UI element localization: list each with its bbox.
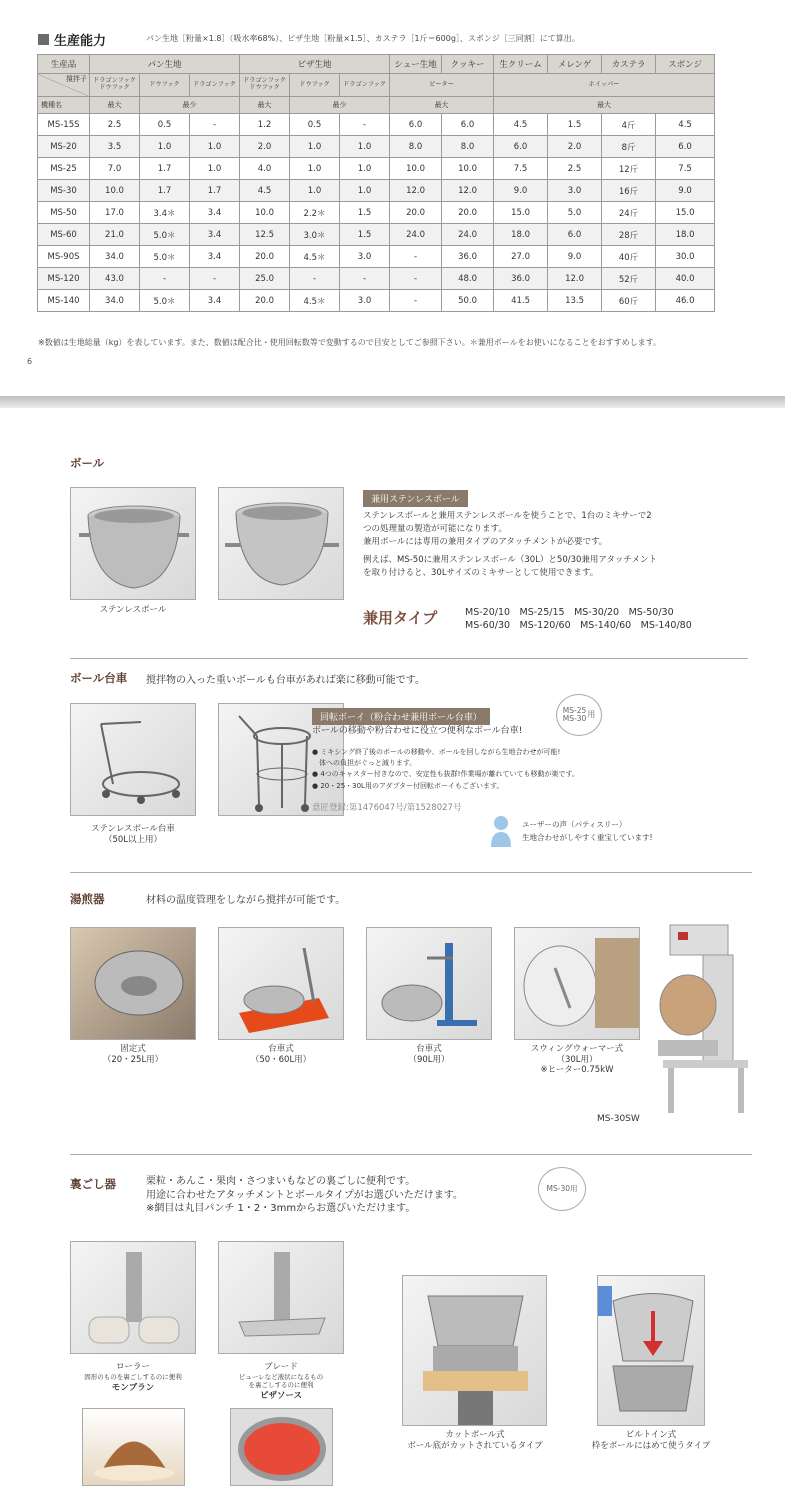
bullet-line: ● 4つのキャスター付きなので、安定性も抜群!作業場が離れていても移動が楽です。	[312, 770, 579, 779]
value-cell: 7.0	[90, 158, 140, 180]
value-cell: 4.0	[240, 158, 290, 180]
strainer-heading: 裏ごし器	[70, 1177, 116, 1191]
bullet-line: ● 20・25・30L用のアダプター付回転ボーイもございます。	[312, 781, 504, 790]
value-cell: 2.5	[548, 158, 602, 180]
user-icon	[490, 815, 512, 851]
value-cell: 8.0	[442, 136, 494, 158]
value-cell: 7.5	[656, 158, 715, 180]
bowl-illustration	[71, 488, 196, 600]
roller-food: モンブラン	[111, 1382, 155, 1393]
rotating-boy-tag: 回転ボーイ（粉合わせ兼用ボール台車）	[312, 708, 490, 725]
value-cell: 1.7	[190, 180, 240, 202]
value-cell: 3.4＊	[140, 202, 190, 224]
roller-caption	[60, 1362, 206, 1393]
value-cell: 7.5	[494, 158, 548, 180]
mixer-illustration	[648, 920, 756, 1120]
combo-type-models	[465, 606, 692, 633]
value-cell: 6.0	[494, 136, 548, 158]
square-icon	[38, 34, 49, 45]
value-cell: 24.0	[442, 224, 494, 246]
value-cell: 1.0	[140, 136, 190, 158]
value-cell: 0.5	[140, 114, 190, 136]
value-cell: 5.0	[548, 202, 602, 224]
bowl-cart-caption	[70, 824, 196, 845]
value-cell: 2.2＊	[290, 202, 340, 224]
text-line: つの処理量の製造が可能になります。	[363, 524, 507, 535]
circle-line: MS-30	[562, 714, 587, 723]
text-line: を取り付けると、30Lサイズのミキサーとして使用できます。	[363, 567, 599, 578]
user-voice	[522, 819, 653, 845]
desc-line: 用途に合わせたアタッチメントとボールタイプがお選びいただけます。	[146, 1189, 463, 1201]
table-row	[38, 268, 715, 290]
warmer-heading: 湯煎器	[70, 892, 105, 906]
caption-line: 台車式	[416, 1044, 442, 1054]
model-cell: MS-20	[38, 136, 90, 158]
model-cell: MS-25	[38, 158, 90, 180]
value-cell: 5.0＊	[140, 224, 190, 246]
value-cell: 3.4	[190, 290, 240, 312]
header-cell: 最少	[290, 97, 390, 114]
built-in-illustration	[598, 1276, 705, 1426]
value-cell: 1.0	[190, 136, 240, 158]
page-separator	[0, 396, 785, 408]
value-cell: 5.0＊	[140, 290, 190, 312]
header-cell: メレンゲ	[548, 55, 602, 74]
value-cell: 46.0	[656, 290, 715, 312]
value-cell: 1.0	[190, 158, 240, 180]
food-illustration	[231, 1409, 333, 1486]
blade-sub: ピューレなど液状になるもの	[238, 1372, 324, 1381]
header-cell: スポンジ	[656, 55, 715, 74]
blade-food: ピザソース	[260, 1390, 302, 1401]
warmer-illustration	[515, 928, 640, 1040]
value-cell: 2.5	[90, 114, 140, 136]
value-cell: 6.0	[442, 114, 494, 136]
page-number: 6	[27, 357, 33, 366]
header-cell: ドウフック	[290, 74, 340, 97]
bullet-line: ● ミキシング終了後のボールの移動や、ボールを回しながら生地合わせが可能!	[312, 748, 561, 756]
value-cell: 12.5	[240, 224, 290, 246]
header-row-stirrer	[38, 74, 715, 97]
value-cell: 20.0	[240, 290, 290, 312]
design-registration: 意匠登録:第1476047号/第1528027号	[312, 803, 462, 813]
value-cell: 1.0	[340, 180, 390, 202]
header-cell: クッキー	[442, 55, 494, 74]
value-cell: 12.0	[442, 180, 494, 202]
blade-title: ブレード	[264, 1362, 298, 1372]
models-line: MS-60/30 MS-120/60 MS-140/60 MS-140/80	[465, 620, 692, 632]
value-cell: 3.4	[190, 202, 240, 224]
rotating-boy-lead: ボールの移動や粉合わせに役立つ便利なボール台車!	[312, 726, 523, 736]
value-cell: 5.0＊	[140, 246, 190, 268]
value-cell: 1.7	[140, 180, 190, 202]
warmer-desc: 材料の温度管理をしながら撹拌が可能です。	[146, 895, 346, 906]
value-cell: 1.5	[340, 202, 390, 224]
value-cell: -	[190, 114, 240, 136]
value-cell: 3.4	[190, 224, 240, 246]
warmer-caption-4	[514, 1044, 640, 1076]
caption-line: （50・60L用）	[250, 1054, 312, 1065]
warmer-illustration	[219, 928, 344, 1040]
divider	[70, 1154, 752, 1155]
value-cell: 4.5	[494, 114, 548, 136]
value-cell: 27.0	[494, 246, 548, 268]
value-cell: 1.2	[240, 114, 290, 136]
header-cell: 最大	[390, 97, 494, 114]
value-cell: -	[390, 290, 442, 312]
desc-line: ※網目は丸目パンチ 1・2・3mmからお選びいただけます。	[146, 1203, 416, 1214]
value-cell: 4.5＊	[290, 246, 340, 268]
roller-title: ローラー	[115, 1362, 150, 1372]
value-cell: 4斤	[602, 114, 656, 136]
cart-warmer-50-photo	[218, 927, 344, 1040]
caption-line: （90L用）	[408, 1054, 450, 1065]
warmer-caption-3	[366, 1044, 492, 1065]
table-row	[38, 246, 715, 268]
value-cell: 34.0	[90, 290, 140, 312]
value-cell: 24.0	[390, 224, 442, 246]
header-cell: 最大	[90, 97, 140, 114]
production-title-text: 生産能力	[54, 34, 107, 49]
value-cell: 20.0	[240, 246, 290, 268]
value-cell: 6.0	[656, 136, 715, 158]
value-cell: 10.0	[442, 158, 494, 180]
value-cell: 43.0	[90, 268, 140, 290]
built-in-photo	[597, 1275, 705, 1426]
header-cell: ドウフック	[140, 74, 190, 97]
header-cell: ドラゴンフック ドウフック	[240, 74, 290, 97]
value-cell: 60斤	[602, 290, 656, 312]
roller-illustration	[71, 1242, 196, 1354]
roller-photo	[70, 1241, 196, 1354]
value-cell: 3.0＊	[290, 224, 340, 246]
value-cell: 2.0	[240, 136, 290, 158]
table-footnote: ※数値は生地総量（kg）を表しています。また、数値は配合比・使用回転数等で変動するので目安としてご参照下さい。＊兼用ボールをお使いになることをおすすめします。	[38, 338, 662, 347]
value-cell: 17.0	[90, 202, 140, 224]
header-cell: 最少	[140, 97, 240, 114]
strainer-desc	[146, 1175, 463, 1216]
blade-photo	[218, 1241, 344, 1354]
voice-text: 生地合わせがしやすく重宝しています!	[522, 832, 653, 842]
rotating-boy-bullets	[312, 747, 642, 792]
value-cell: 12.0	[390, 180, 442, 202]
value-cell: 41.5	[494, 290, 548, 312]
model-cell: MS-140	[38, 290, 90, 312]
cut-bowl-illustration	[403, 1276, 547, 1426]
header-cell: ドラゴンフック	[190, 74, 240, 97]
value-cell: 24斤	[602, 202, 656, 224]
value-cell: 10.0	[90, 180, 140, 202]
value-cell: 16斤	[602, 180, 656, 202]
combo-type-label: 兼用タイプ	[363, 609, 438, 627]
caption-line: ※ヒーター0.75kW	[540, 1065, 614, 1076]
header-cell: 最大	[240, 97, 290, 114]
value-cell: 50.0	[442, 290, 494, 312]
value-cell: 1.0	[290, 158, 340, 180]
circle-text	[563, 707, 586, 724]
value-cell: 1.0	[290, 180, 340, 202]
caption-line: 台車式	[268, 1044, 294, 1054]
cut-bowl-caption	[390, 1430, 560, 1451]
warmer-illustration	[71, 928, 196, 1040]
header-cell: ホイッパー	[494, 74, 715, 97]
ms-30sw-mixer-photo	[648, 920, 756, 1120]
diagonal-header-cell	[38, 74, 90, 97]
value-cell: 8.0	[390, 136, 442, 158]
table-row	[38, 136, 715, 158]
value-cell: 13.5	[548, 290, 602, 312]
stainless-bowl-photo	[70, 487, 196, 600]
header-cell: ビーター	[390, 74, 494, 97]
section-title-production	[38, 30, 106, 49]
caption-line: （20・25L用）	[102, 1054, 164, 1065]
roller-sub: 固形のものを裏ごしするのに便利	[84, 1372, 182, 1381]
bowl-illustration	[219, 488, 344, 600]
header-cell: カステラ	[602, 55, 656, 74]
value-cell: 36.0	[442, 246, 494, 268]
header-cell: ドラゴンフック ドウフック	[90, 74, 140, 97]
value-cell: 2.0	[548, 136, 602, 158]
value-cell: 0.5	[290, 114, 340, 136]
value-cell: 4.5	[656, 114, 715, 136]
bowl-heading: ボール	[70, 456, 105, 470]
header-cell: パン生地	[90, 55, 240, 74]
value-cell: 36.0	[494, 268, 548, 290]
fixed-warmer-photo	[70, 927, 196, 1040]
header-row-minmax	[38, 97, 715, 114]
value-cell: 8斤	[602, 136, 656, 158]
voice-title: ユーザーの声（パティスリー）	[522, 820, 627, 829]
table-row	[38, 180, 715, 202]
cart-warmer-90-photo	[366, 927, 492, 1040]
value-cell: 20.0	[390, 202, 442, 224]
header-cell: 生クリーム	[494, 55, 548, 74]
models-line: MS-20/10 MS-25/15 MS-30/20 MS-50/30	[465, 607, 674, 618]
value-cell: 4.5	[240, 180, 290, 202]
value-cell: 40.0	[656, 268, 715, 290]
value-cell: 20.0	[442, 202, 494, 224]
value-cell: 18.0	[494, 224, 548, 246]
value-cell: 15.0	[494, 202, 548, 224]
value-cell: 10.0	[240, 202, 290, 224]
caption-line: ステンレスボール台車	[91, 824, 175, 834]
value-cell: -	[390, 268, 442, 290]
caption-line: ボール底がカットされているタイプ	[407, 1440, 543, 1451]
table-row	[38, 114, 715, 136]
header-cell: ドラゴンフック	[340, 74, 390, 97]
built-in-caption	[571, 1430, 731, 1451]
text-line: 兼用ボールには専用の兼用タイプのアタッチメントが必要です。	[363, 537, 608, 548]
value-cell: 9.0	[548, 246, 602, 268]
value-cell: 1.5	[548, 114, 602, 136]
ms25-30-circle	[556, 694, 602, 736]
value-cell: 52斤	[602, 268, 656, 290]
header-cell: 最大	[494, 97, 715, 114]
caption-line: 固定式	[120, 1044, 146, 1054]
model-cell: MS-120	[38, 268, 90, 290]
blade-caption	[208, 1362, 354, 1402]
combo-bowl-photo	[218, 487, 344, 600]
combo-bowl-tag: 兼用ステンレスボール	[363, 490, 468, 507]
table-row	[38, 202, 715, 224]
blade-illustration	[219, 1242, 344, 1354]
stainless-bowl-caption: ステンレスボール	[99, 605, 167, 615]
model-cell: MS-30	[38, 180, 90, 202]
value-cell: -	[390, 246, 442, 268]
stirrer-label: 撹拌子	[66, 75, 87, 83]
value-cell: 3.0	[548, 180, 602, 202]
caption-line: スウィングウォーマー式	[530, 1044, 624, 1054]
caption-line: カットボール式	[445, 1430, 505, 1440]
header-cell: ピザ生地	[240, 55, 390, 74]
cart-illustration	[71, 704, 196, 816]
value-cell: 4.5＊	[290, 290, 340, 312]
cart-heading: ボール台車	[70, 671, 128, 685]
production-table	[37, 54, 715, 312]
model-label: 機種名	[38, 97, 90, 114]
value-cell: 12斤	[602, 158, 656, 180]
value-cell: 25.0	[240, 268, 290, 290]
combo-bowl-text	[363, 510, 723, 580]
ms-30sw-label: MS-30SW	[597, 1114, 640, 1124]
model-cell: MS-50	[38, 202, 90, 224]
divider	[70, 658, 748, 659]
value-cell: 12.0	[548, 268, 602, 290]
header-row-products	[38, 55, 715, 74]
value-cell: 9.0	[656, 180, 715, 202]
caption-line: ビルトイン式	[625, 1430, 677, 1440]
rotating-boy-tag-wrap	[312, 705, 490, 725]
value-cell: -	[290, 268, 340, 290]
table-row	[38, 224, 715, 246]
value-cell: 6.0	[548, 224, 602, 246]
model-cell: MS-90S	[38, 246, 90, 268]
caption-line: 枠をボールにはめて使うタイプ	[591, 1440, 711, 1451]
caption-line: （30L用）	[556, 1054, 598, 1065]
value-cell: 3.5	[90, 136, 140, 158]
value-cell: 3.0	[340, 290, 390, 312]
bowl-cart-photo	[70, 703, 196, 816]
text-line: 例えば、MS-50に兼用ステンレスボール（30L）と50/30兼用アタッチメント	[363, 554, 657, 565]
value-cell: -	[340, 114, 390, 136]
value-cell: 1.5	[340, 224, 390, 246]
value-cell: 18.0	[656, 224, 715, 246]
value-cell: 15.0	[656, 202, 715, 224]
production-note: パン生地［粉量×1.8］（吸水率68%）、ピザ生地［粉量×1.5］、カステラ［1斤＝600g］、スポンジ［三同割］にて算出。	[146, 34, 580, 43]
caption-line: （50L以上用）	[103, 834, 163, 845]
value-cell: 1.0	[340, 158, 390, 180]
text-line: ステンレスボールと兼用ステンレスボールを使うことで、1台のミキサーで2	[363, 511, 652, 521]
value-cell: 1.0	[290, 136, 340, 158]
cut-bowl-photo	[402, 1275, 547, 1426]
model-cell: MS-60	[38, 224, 90, 246]
value-cell: -	[340, 268, 390, 290]
circle-line: MS-25	[562, 705, 587, 715]
model-cell: MS-15S	[38, 114, 90, 136]
value-cell: 28斤	[602, 224, 656, 246]
divider	[70, 872, 752, 873]
value-cell: 40斤	[602, 246, 656, 268]
value-cell: 1.0	[340, 136, 390, 158]
value-cell: 3.0	[340, 246, 390, 268]
pizza-sauce-photo	[230, 1408, 333, 1486]
warmer-illustration	[367, 928, 492, 1040]
warmer-caption-1	[70, 1044, 196, 1065]
combo-bowl-tag-wrap	[363, 487, 468, 507]
value-cell: 9.0	[494, 180, 548, 202]
blade-sub: を裏ごしするのに便利	[248, 1380, 314, 1389]
food-illustration	[83, 1409, 185, 1486]
value-cell: -	[190, 268, 240, 290]
ms30-circle: MS-30用	[538, 1167, 586, 1211]
swing-warmer-photo	[514, 927, 640, 1040]
value-cell: 10.0	[390, 158, 442, 180]
value-cell: 6.0	[390, 114, 442, 136]
cart-desc: 撹拌物の入った重いボールも台車があれば楽に移動可能です。	[146, 675, 425, 686]
value-cell: 3.4	[190, 246, 240, 268]
warmer-caption-2	[218, 1044, 344, 1065]
value-cell: 30.0	[656, 246, 715, 268]
value-cell: 48.0	[442, 268, 494, 290]
header-cell: シュー生地	[390, 55, 442, 74]
table-row	[38, 290, 715, 312]
circle-use: 用	[587, 709, 596, 719]
table-row	[38, 158, 715, 180]
header-cell: 生産品	[38, 55, 90, 74]
value-cell: -	[140, 268, 190, 290]
mont-blanc-photo	[82, 1408, 185, 1486]
bullet-line: 体への負担がぐっと減ります。	[312, 759, 417, 768]
value-cell: 34.0	[90, 246, 140, 268]
value-cell: 1.7	[140, 158, 190, 180]
desc-line: 栗粒・あんこ・果肉・さつまいもなどの裏ごしに便利です。	[146, 1176, 416, 1187]
value-cell: 21.0	[90, 224, 140, 246]
